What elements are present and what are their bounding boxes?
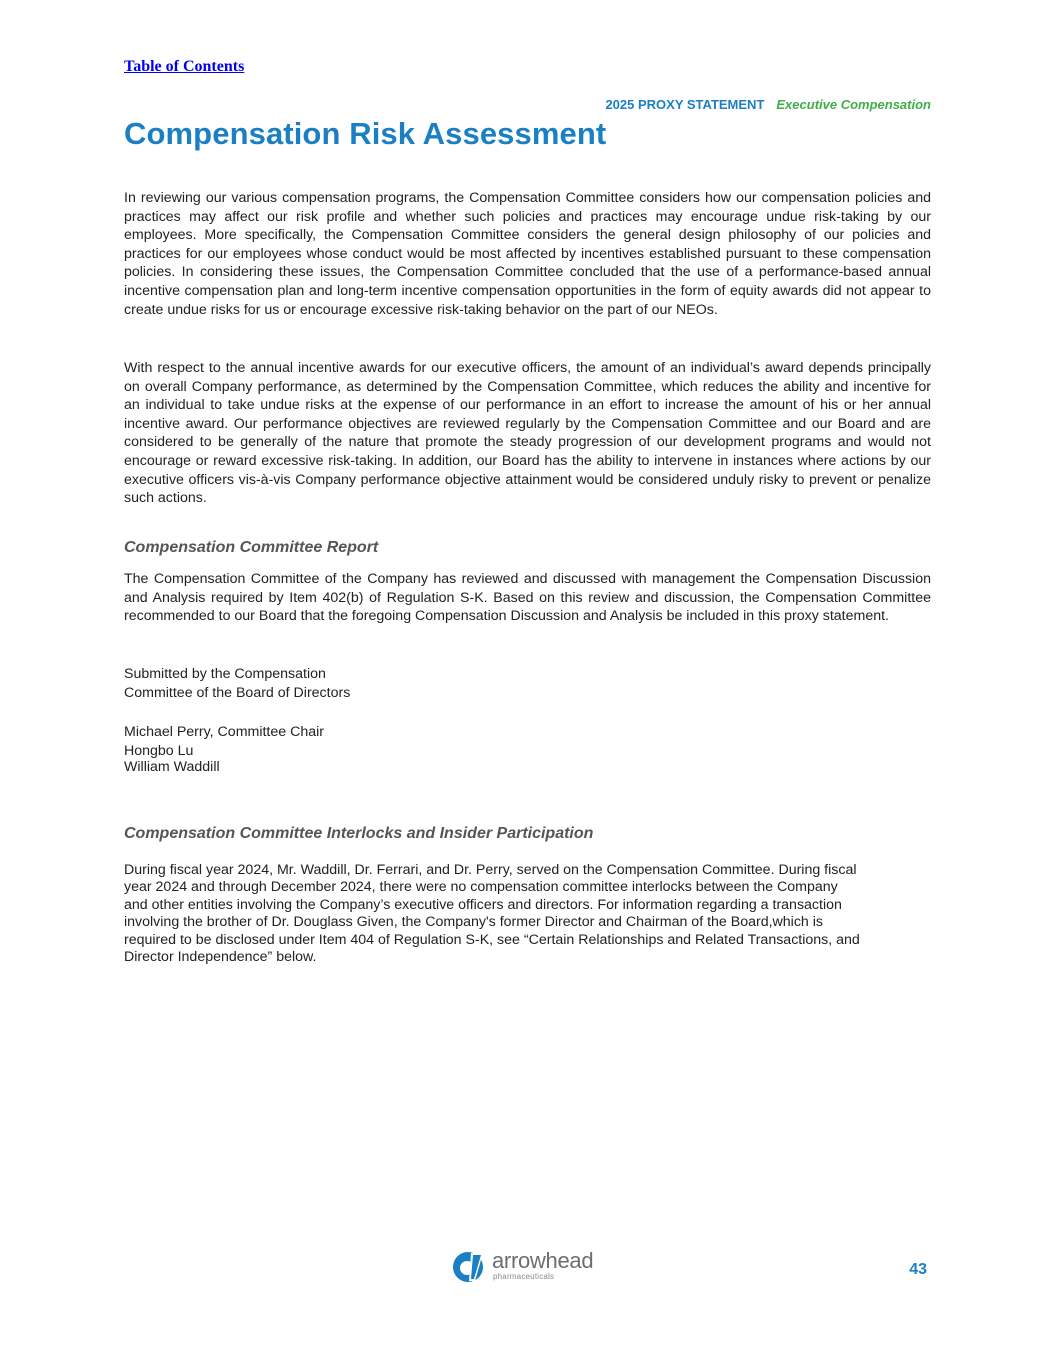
page-title: Compensation Risk Assessment bbox=[124, 116, 607, 151]
logo-wordmark: arrowhead bbox=[492, 1248, 594, 1273]
arrowhead-logo-icon bbox=[452, 1250, 488, 1284]
committee-member: Hongbo Lu bbox=[124, 742, 194, 759]
company-logo bbox=[452, 1249, 604, 1285]
submitted-by bbox=[124, 665, 931, 702]
running-header bbox=[605, 97, 931, 112]
interlocks-line: involving the brother of Dr. Douglass Given, the Company's former Director and Chairman of the Board,which is bbox=[124, 914, 824, 931]
risk-paragraph-1 bbox=[124, 189, 931, 319]
table-of-contents-link[interactable]: Table of Contents bbox=[124, 58, 245, 75]
report-paragraph-text: The Compensation Committee of the Company has reviewed and discussed with management the Compensation Discussion and Analysis required by Item 402(b) of Regulation S-K. Based on this review and discussion, the Compensation Committee recommended to our Board that the foregoing Compensation Discussion and Analysis be included in this proxy statement. bbox=[124, 571, 931, 625]
committee-member: Michael Perry, Committee Chair bbox=[124, 724, 324, 740]
interlocks-heading: Compensation Committee Interlocks and Insider Participation bbox=[124, 825, 594, 842]
interlocks-paragraph bbox=[124, 862, 931, 966]
interlocks-line: required to be disclosed under Item 404 of Regulation S-K, see “Certain Relationships and Related Transactions, and bbox=[124, 931, 860, 948]
submitted-by-line: Submitted by the Compensation bbox=[124, 666, 326, 682]
risk-paragraph-2 bbox=[124, 359, 931, 508]
committee-member: William Waddill bbox=[124, 759, 220, 776]
report-heading: Compensation Committee Report bbox=[124, 539, 379, 556]
document-name: 2025 PROXY STATEMENT bbox=[605, 97, 765, 112]
interlocks-line: and other entities involving the Company’s executive officers and directors. For information regarding a transaction bbox=[124, 896, 842, 913]
interlocks-line: Director Independence” below. bbox=[124, 949, 317, 966]
submitted-by-line: Committee of the Board of Directors bbox=[124, 684, 351, 701]
section-name: Executive Compensation bbox=[776, 97, 931, 112]
risk-paragraph-2-text: With respect to the annual incentive awards for our executive officers, the amount of an individual’s award depends principally on overall Company performance, as determined by the Compensation Committee, which reduces the ability and incentive for an individual to take undue risks at the expense of our performance in an effort to increase the amount of his or her annual incentive award. Our performance objectives are reviewed regularly by the Compensation Committee and our Board and are considered to be generally of the nature that promote the steady progression of our development programs and would not encourage or reward excessive risk-taking. In addition, our Board has the ability to intervene in instances where actions by our executive officers vis-à-vis Company performance objective attainment would be considered unduly risky to prevent or penalize such actions. bbox=[124, 360, 931, 507]
interlocks-line: year 2024 and through December 2024, there were no compensation committee interlocks between the Company bbox=[124, 879, 838, 896]
risk-paragraph-1-text: In reviewing our various compensation programs, the Compensation Committee considers how our compensation policies and practices may affect our risk profile and whether such policies and practices may encourage undue risk-taking by our employees. More specifically, the Compensation Committee considers the general design philosophy of our policies and practices for our employees whose conduct would be most affected by incentives established pursuant to these compensation policies. In considering these issues, the Compensation Committee concluded that the use of a performance-based annual incentive compensation plan and long-term incentive compensation opportunities in the form of equity awards did not appear to create undue risks for us or encourage excessive risk-taking behavior on the part of our NEOs. bbox=[124, 190, 931, 318]
interlocks-line: During fiscal year 2024, Mr. Waddill, Dr. Ferrari, and Dr. Perry, served on the Compensation Committee. During fiscal bbox=[124, 862, 857, 878]
logo-subtitle: pharmaceuticals bbox=[493, 1272, 555, 1281]
report-paragraph bbox=[124, 570, 931, 626]
page-number: 43 bbox=[909, 1261, 927, 1278]
committee-members bbox=[124, 723, 931, 776]
